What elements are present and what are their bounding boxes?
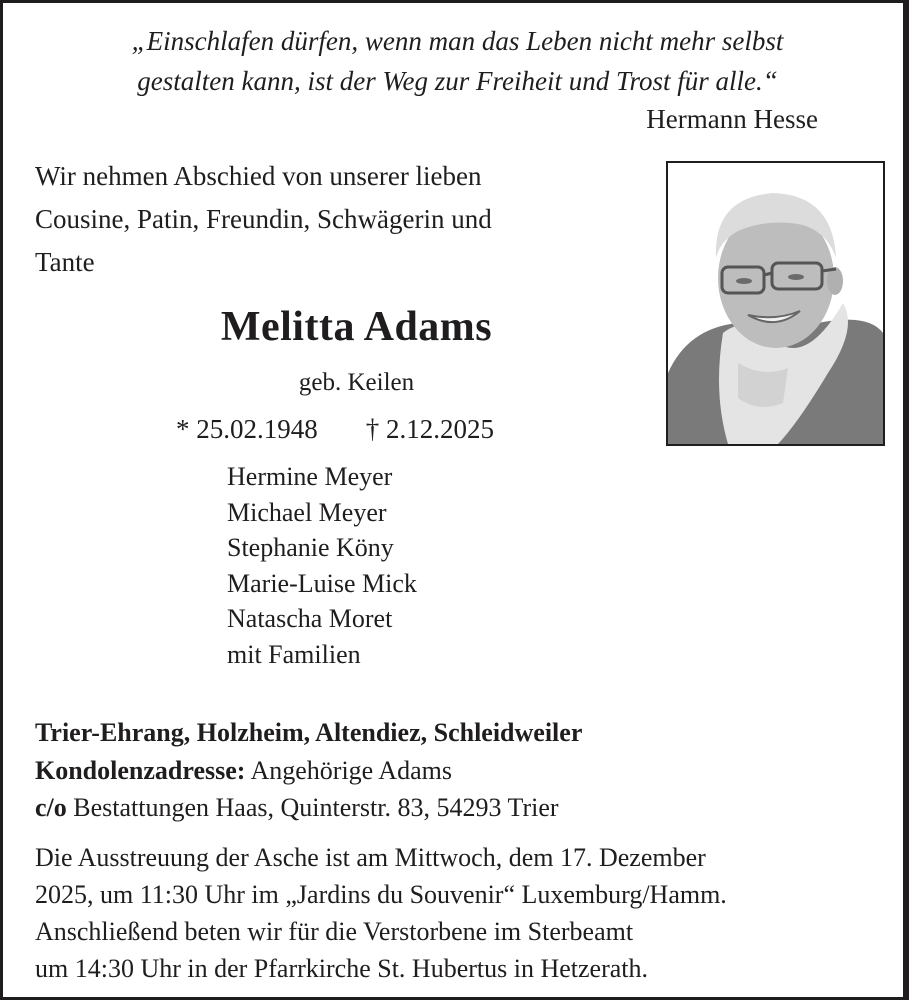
service-line-1: Die Ausstreuung der Asche ist am Mittwoch, dem 17. Dezember: [35, 843, 706, 872]
places-line: Trier-Ehrang, Holzheim, Altendiez, Schleidweiler: [35, 718, 583, 747]
mourner: Stephanie Köny: [227, 533, 394, 562]
obituary-notice: [3, 3, 903, 997]
mourners-list: [227, 459, 417, 672]
care-of-label: c/o: [35, 793, 67, 822]
mourner: Hermine Meyer: [227, 462, 393, 491]
intro-line-2: Cousine, Patin, Freundin, Schwägerin und: [35, 204, 492, 234]
intro-text: [35, 155, 665, 284]
condolence-label: Kondolenzadresse:: [35, 756, 246, 785]
condolence-care-of: [35, 793, 559, 823]
condolence-value: Angehörige Adams: [245, 756, 452, 785]
quote-line-1: „Einschlafen dürfen, wenn man das Leben nicht mehr selbst: [131, 26, 784, 56]
mourner: mit Familien: [227, 639, 361, 669]
deceased-name: Melitta Adams: [220, 304, 493, 350]
service-info: [35, 839, 727, 987]
quote-line-2: gestalten kann, ist der Weg zur Freiheit und Trost für alle.“: [137, 66, 778, 96]
maiden-name: geb. Keilen: [298, 369, 415, 396]
service-line-4: um 14:30 Uhr in der Pfarrkirche St. Hubertus in Hetzerath.: [35, 954, 649, 983]
quote-author: Hermann Hesse: [646, 104, 818, 134]
service-line-2: 2025, um 11:30 Uhr im „Jardins du Souvenir“ Luxemburg/Hamm.: [35, 880, 727, 909]
care-of-value: Bestattungen Haas, Quinterstr. 83, 54293 Trier: [66, 793, 559, 822]
intro-line-1: Wir nehmen Abschied von unserer lieben: [35, 161, 482, 191]
birth-date: * 25.02.1948: [176, 414, 318, 444]
service-line-3: Anschließend beten wir für die Verstorbene im Sterbeamt: [35, 917, 634, 946]
mourner: Marie-Luise Mick: [227, 568, 417, 598]
mourner: Michael Meyer: [227, 497, 387, 527]
life-dates: [176, 414, 494, 445]
condolence-address: [35, 756, 452, 786]
intro-line-3: Tante: [35, 247, 95, 277]
death-date: † 2.12.2025: [365, 414, 494, 444]
mourner: Natascha Moret: [227, 604, 393, 633]
